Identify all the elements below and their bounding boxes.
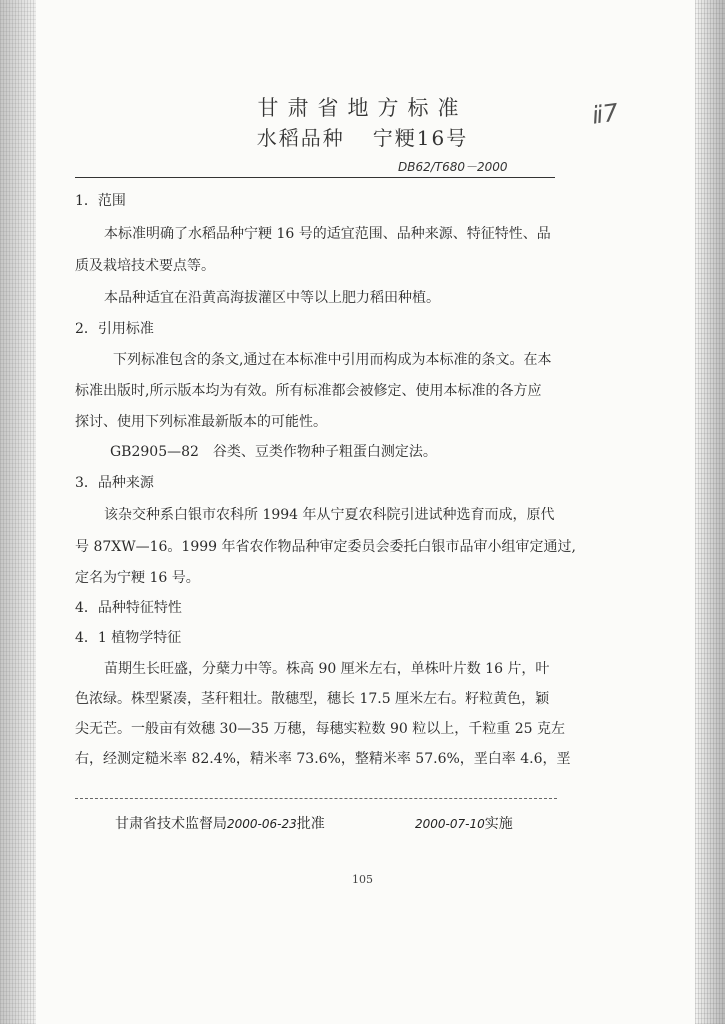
section-1-para-2: 本品种适宜在沿黄高海拔灌区中等以上肥力稻田种植。 <box>104 290 440 306</box>
section-2-para-1-line-3: 探讨、使用下列标准最新版本的可能性。 <box>75 414 327 430</box>
section-1-para-1-line-1: 本标准明确了水稻品种宁粳 16 号的适宜范围、品种来源、特征特性、品 <box>104 226 551 242</box>
effective-info <box>415 813 513 833</box>
approval-info <box>115 813 325 833</box>
section-1-para-1-line-2: 质及栽培技术要点等。 <box>75 258 215 274</box>
standard-title-part2: 宁粳16号 <box>372 126 469 150</box>
section-3-heading: 3．品种来源 <box>75 475 154 491</box>
footer-divider <box>75 798 557 799</box>
standard-number: DB62/T680－2000 <box>398 160 508 174</box>
section-4-heading: 4．品种特征特性 <box>75 600 182 616</box>
section-2-heading: 2．引用标准 <box>75 321 154 337</box>
effective-label: 实施 <box>484 816 513 832</box>
scan-edge-left <box>0 0 36 1024</box>
section-3-para-1-line-1: 该杂交种系白银市农科所 1994 年从宁夏农科院引进试种选育而成，原代 <box>104 507 555 523</box>
issuing-authority: 甘肃省技术监督局 <box>115 816 227 832</box>
approval-label: 批准 <box>296 816 325 832</box>
section-4-1-para-line-1: 苗期生长旺盛，分蘖力中等。株高 90 厘米左右，单株叶片数 16 片，叶 <box>104 661 550 677</box>
standard-title-part1: 水稻品种 <box>256 126 345 150</box>
handwritten-mark: ⅱ7 <box>590 98 621 130</box>
page-number: 105 <box>352 873 373 886</box>
section-4-1-para-line-2: 色浓绿。株型紧凑，茎秆粗壮。散穗型，穗长 17.5 厘米左右。籽粒黄色，颖 <box>75 691 550 707</box>
scan-edge-right <box>695 0 725 1024</box>
effective-date: 2000-07-10 <box>415 817 485 831</box>
section-3-para-1-line-3: 定名为宁粳 16 号。 <box>75 570 200 586</box>
standard-category-title: 甘肃省地方标准 <box>257 96 468 120</box>
header-divider <box>75 177 555 178</box>
section-4-1-para-line-3: 尖无芒。一般亩有效穗 30—35 万穗，每穗实粒数 90 粒以上，千粒重 25 克左 <box>75 721 565 737</box>
section-2-para-1-line-1: 下列标准包含的条文,通过在本标准中引用而构成为本标准的条文。在本 <box>113 352 552 368</box>
section-2-para-1-line-2: 标准出版时,所示版本均为有效。所有标准都会被修定、使用本标准的各方应 <box>75 383 542 399</box>
section-3-para-1-line-2: 号 87XW—16。1999 年省农作物品种审定委员会委托白银市品审小组审定通过, <box>75 539 576 555</box>
section-4-1-para-line-4: 右，经测定糙米率 82.4%，精米率 73.6%，整精米率 57.6%，垩白率 4.6，垩 <box>75 751 571 767</box>
section-4-1-heading: 4．1 植物学特征 <box>75 630 182 646</box>
section-1-heading: 1．范围 <box>75 193 126 209</box>
section-2-reference: GB2905—82 谷类、豆类作物种子粗蛋白测定法。 <box>110 444 437 460</box>
approval-date: 2000-06-23 <box>227 817 297 831</box>
